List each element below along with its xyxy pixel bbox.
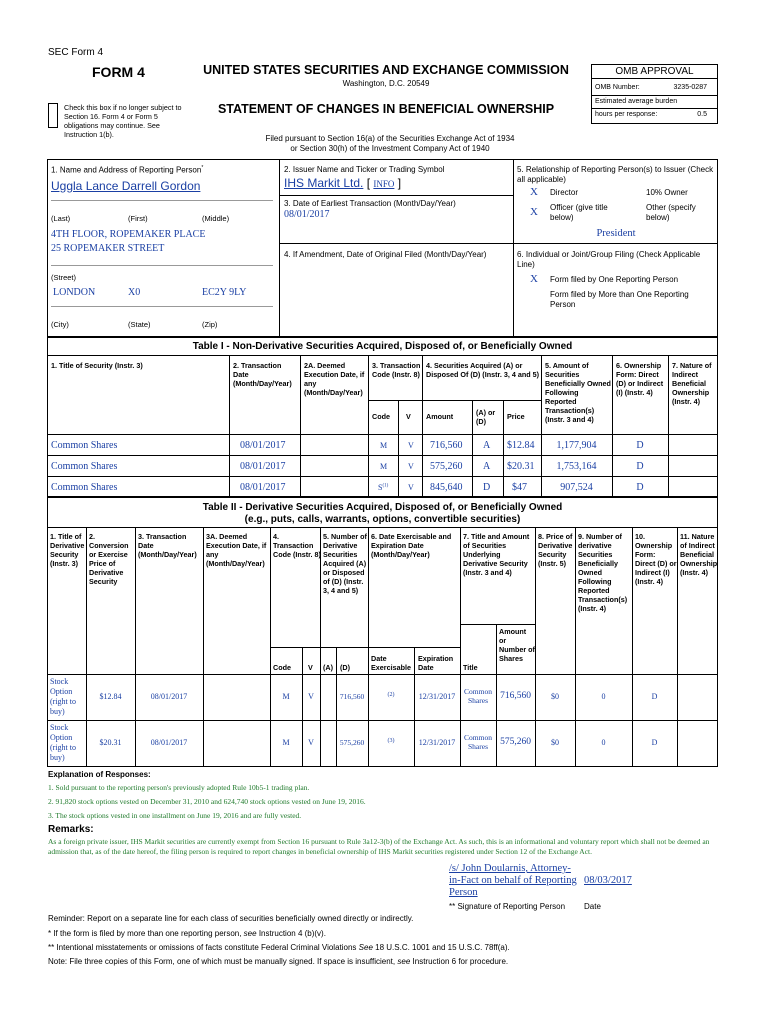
t2-expiration: 12/31/2017	[418, 692, 456, 701]
one-person-label: Form filed by One Reporting Person	[550, 275, 679, 284]
t2-sub-v: V	[308, 663, 313, 672]
t1-owned: 907,524	[560, 482, 593, 493]
t2-form: D	[651, 692, 658, 701]
footer-star2: ** Intentional misstatements or omissions of facts constitute Federal Criminal Violations See 18 U.S.C. 1001 and 15 U.S.C. 78ff(a).	[48, 943, 510, 952]
t1-amount: 575,260	[430, 461, 463, 472]
officer-title: President	[596, 228, 636, 239]
t1-sub-code: Code	[372, 412, 390, 421]
t2-exercisable: (3)	[387, 738, 395, 744]
t2-h-form: 10. Ownership Form: Direct (D) or Indirect (I) (Instr. 4)	[635, 532, 677, 586]
table1-title: Table I - Non-Derivative Securities Acquired, Disposed of, or Beneficially Owned	[192, 341, 573, 352]
t1-ad: D	[483, 482, 491, 493]
omb-hours-value: 0.5	[697, 111, 707, 118]
t2-sub-expiration: Expiration Date	[418, 654, 454, 672]
t1-form: D	[636, 440, 644, 451]
t2-sub-d: (D)	[340, 663, 350, 672]
signature-line-1: /s/ John Doularnis, Attorney-	[449, 863, 571, 874]
no-longer-subject-checkbox[interactable]	[48, 103, 58, 128]
t1-h-nature: 7. Nature of Indirect Beneficial Ownership (Instr. 4)	[672, 361, 712, 406]
t1-v: V	[408, 441, 414, 450]
t2-conversion-price: $12.84	[99, 692, 122, 701]
last-label: (Last)	[51, 214, 71, 223]
t2-exercisable: (2)	[387, 692, 395, 698]
t1-form: D	[636, 482, 644, 493]
remarks-text: As a foreign private issuer, IHS Markit securities are currently exempt from Section 16 pursuant to Rule 3a12-3(b) of the Exchange Act. As such, this is an informational and voluntary report which shall not be deemed an admission that, as of the date hereof, the filing person is required to report changes in beneficial ownership of IHS Markit securities registered under Section 12 of the Exchange Act.	[48, 837, 710, 856]
officer-checkbox[interactable]: X	[530, 206, 538, 218]
t1-h-title: 1. Title of Security (Instr. 3)	[51, 361, 143, 370]
t1-h-deemed: 2A. Deemed Execution Date, if any (Month/Day/Year)	[304, 361, 365, 397]
t2-code: M	[282, 738, 290, 747]
state-value: X0	[128, 287, 141, 298]
signature-label: ** Signature of Reporting Person	[449, 902, 566, 911]
omb-burden-label: Estimated average burden	[595, 98, 678, 105]
reporting-person-name[interactable]: Uggla Lance Darrell Gordon	[51, 179, 201, 193]
t2-h-code: 4. Transaction Code (Instr. 8)	[273, 532, 321, 559]
t2-h-number: 5. Number of Derivative Securities Acquired (A) or Disposed of (D) (Instr. 3, 4 and 5)	[323, 532, 367, 595]
address-line2: 25 ROPEMAKER STREET	[51, 243, 165, 254]
omb-title: OMB APPROVAL	[592, 65, 717, 79]
relationship-label: 5. Relationship of Reporting Person(s) to Issuer (Check all applicable)	[517, 165, 714, 184]
t1-security-title: Common Shares	[51, 461, 118, 472]
t2-code: M	[282, 692, 290, 701]
amendment-label: 4. If Amendment, Date of Original Filed (Month/Day/Year)	[284, 250, 487, 259]
t2-h-owned: 9. Number of derivative Securities Beneficially Owned Following Reported Transaction(s) (Instr. 4)	[578, 532, 628, 613]
explanation-note-2: 2. 91,820 stock options vested on December 31, 2010 and 624,740 stock options vested on June 19, 2016.	[48, 797, 366, 806]
issuer-name-link[interactable]: IHS Markit Ltd.	[284, 176, 364, 190]
t1-transaction-date: 08/01/2017	[240, 461, 286, 472]
form-title: FORM 4	[92, 64, 145, 80]
t1-transaction-date: 08/01/2017	[240, 440, 286, 451]
t1-amount: 845,640	[430, 482, 463, 493]
t1-v: V	[408, 483, 414, 492]
t1-price: $12.84	[507, 440, 535, 451]
zip-value: EC2Y 9LY	[202, 287, 247, 298]
signature-date: 08/03/2017	[584, 875, 632, 886]
issuer-line: IHS Markit Ltd. [ INFO ]	[284, 176, 402, 190]
t1-code: $S^{(1)}$	[378, 483, 389, 492]
t2-h-date: 3. Transaction Date (Month/Day/Year)	[138, 532, 197, 559]
t2-v: V	[308, 692, 314, 701]
t2-h-deemed: 3A. Deemed Execution Date, if any (Month/Day/Year)	[206, 532, 267, 568]
t2-expiration: 12/31/2017	[418, 738, 456, 747]
omb-number-label: OMB Number:	[595, 84, 640, 91]
signature-line-2: in-Fact on behalf of Reporting	[449, 875, 577, 886]
t2-conversion-price: $20.31	[99, 738, 122, 747]
t1-ad: A	[483, 440, 491, 451]
t2-h-underlying: 7. Title and Amount of Securities Underlying Derivative Security (Instr. 3 and 4)	[463, 532, 530, 577]
t1-h-form: 6. Ownership Form: Direct (D) or Indirect (I) (Instr. 4)	[616, 361, 664, 397]
city-value: LONDON	[53, 287, 96, 298]
t1-h-date: 2. Transaction Date (Month/Day/Year)	[233, 361, 292, 388]
filed-pursuant-line2: or Section 30(h) of the Investment Company Act of 1940	[290, 144, 490, 153]
director-label: Director	[550, 188, 579, 197]
t1-price: $47	[512, 482, 527, 493]
t2-security-title: Stock Option (right to buy)	[50, 723, 76, 762]
one-person-checkbox[interactable]: X	[530, 273, 538, 285]
filed-pursuant-line1: Filed pursuant to Section 16(a) of the Securities Exchange Act of 1934	[265, 134, 515, 143]
t2-security-title: Stock Option (right to buy)	[50, 677, 76, 716]
earliest-transaction-label: 3. Date of Earliest Transaction (Month/Day/Year)	[284, 199, 456, 208]
t2-derivative-price: $0	[551, 738, 559, 747]
officer-label: Officer (give title below)	[550, 203, 608, 222]
t1-sub-amount: Amount	[426, 412, 454, 421]
t2-sub-title: Title	[463, 663, 478, 672]
table2-title1: Table II - Derivative Securities Acquired, Disposed of, or Beneficially Owned	[202, 502, 563, 513]
commission-title: UNITED STATES SECURITIES AND EXCHANGE COMMISSION	[203, 63, 569, 77]
zip-label: (Zip)	[202, 320, 218, 329]
ten-percent-owner-label: 10% Owner	[646, 188, 688, 197]
t1-ad: A	[483, 461, 491, 472]
t2-v: V	[308, 738, 314, 747]
t2-form: D	[651, 738, 658, 747]
other-label: Other (specify below)	[646, 203, 696, 222]
t1-h-owned: 5. Amount of Securities Beneficially Owned Following Reported Transaction(s) (Instr. 3 and 4)	[545, 361, 611, 424]
first-label: (First)	[128, 214, 148, 223]
explanation-title: Explanation of Responses:	[48, 770, 151, 779]
t2-underlying-title: Common Shares	[464, 687, 492, 705]
t2-sub-exercisable: Date Exercisable	[371, 654, 411, 672]
t1-form: D	[636, 461, 644, 472]
filing-type-label: 6. Individual or Joint/Group Filing (Check Applicable Line)	[517, 250, 701, 269]
t1-security-title: Common Shares	[51, 482, 118, 493]
t2-transaction-date: 08/01/2017	[150, 692, 188, 701]
sec-form-label: SEC Form 4	[48, 47, 104, 58]
t1-code: M	[380, 441, 388, 450]
more-persons-label: Form filed by More than One Reporting Person	[550, 290, 689, 309]
t1-sub-ad: (A) or (D)	[476, 408, 496, 426]
t1-price: $20.31	[507, 461, 535, 472]
t2-h-exercisable: 6. Date Exercisable and Expiration Date (Month/Day/Year)	[371, 532, 452, 559]
checkbox-instructions: Check this box if no longer subject to Section 16. Form 4 or Form 5 obligations may continue. See Instruction 1(b).	[64, 103, 182, 139]
middle-label: (Middle)	[202, 214, 230, 223]
omb-approval-box	[591, 64, 718, 124]
t2-derivative-price: $0	[551, 692, 559, 701]
footer-star1: * If the form is filed by more than one reporting person, see Instruction 4 (b)(v).	[48, 929, 326, 938]
t1-owned: 1,753,164	[556, 461, 597, 472]
t2-disposed: 575,260	[339, 738, 365, 747]
t1-sub-price: Price	[507, 412, 525, 421]
t1-amount: 716,560	[430, 440, 463, 451]
t1-sub-v: V	[406, 412, 411, 421]
t2-h-nature: 11. Nature of Indirect Beneficial Ownership (Instr. 4)	[680, 532, 718, 577]
footer-reminder: Reminder: Report on a separate line for each class of securities beneficially owned directly or indirectly.	[48, 914, 414, 923]
t2-sub-code: Code	[273, 663, 291, 672]
t1-h-acquired: 4. Securities Acquired (A) or Disposed Of (D) (Instr. 3, 4 and 5)	[426, 361, 540, 379]
street-label: (Street)	[51, 273, 77, 282]
t2-owned: 0	[601, 738, 606, 747]
city-label: (City)	[51, 320, 69, 329]
t1-v: V	[408, 462, 414, 471]
t2-underlying-amount: 575,260	[500, 737, 531, 747]
t2-transaction-date: 08/01/2017	[150, 738, 188, 747]
explanation-note-1: 1. Sold pursuant to the reporting person's previously adopted Rule 10b5-1 trading plan.	[48, 783, 310, 792]
t2-h-price: 8. Price of Derivative Security (Instr. 5)	[538, 532, 573, 568]
t2-sub-a: (A)	[323, 663, 333, 672]
t2-h-title: 1. Title of Derivative Security (Instr. 3)	[50, 532, 85, 568]
t1-transaction-date: 08/01/2017	[240, 482, 286, 493]
explanation-note-3: 3. The stock options vested in one installment on June 19, 2016 and are fully vested.	[48, 811, 302, 820]
table2-title2: (e.g., puts, calls, warrants, options, convertible securities)	[244, 514, 521, 525]
address-line1: 4TH FLOOR, ROPEMAKER PLACE	[51, 229, 206, 240]
omb-number-value: 3235-0287	[673, 84, 707, 91]
t1-owned: 1,177,904	[556, 440, 597, 451]
t2-owned: 0	[601, 692, 606, 701]
t2-h-conversion: 2. Conversion or Exercise Price of Derivative Security	[89, 532, 129, 586]
t2-underlying-amount: 716,560	[500, 691, 531, 701]
state-label: (State)	[128, 320, 151, 329]
t1-security-title: Common Shares	[51, 440, 118, 451]
t2-underlying-title: Common Shares	[464, 733, 492, 751]
ticker-link[interactable]: INFO	[373, 179, 395, 189]
commission-location: Washington, D.C. 20549	[342, 79, 430, 88]
signature-date-label: Date	[584, 902, 601, 911]
t2-disposed: 716,560	[339, 692, 365, 701]
earliest-transaction-date: 08/01/2017	[284, 209, 330, 220]
reporting-person-label: 1. Name and Address of Reporting Person*	[51, 165, 204, 175]
signature-line-3: Person	[449, 887, 478, 898]
director-checkbox[interactable]: X	[530, 186, 538, 198]
t2-sub-amount: Amount or Number of Shares	[499, 627, 535, 663]
statement-title: STATEMENT OF CHANGES IN BENEFICIAL OWNERSHIP	[217, 102, 555, 116]
footer-note: Note: File three copies of this Form, one of which must be manually signed. If space is insufficient, see Instruction 6 for procedure.	[48, 957, 509, 966]
t1-code: M	[380, 462, 388, 471]
t1-h-code: 3. Transaction Code (Instr. 8)	[372, 361, 421, 379]
issuer-label: 2. Issuer Name and Ticker or Trading Symbol	[284, 165, 445, 174]
remarks-title: Remarks:	[48, 824, 94, 835]
omb-hours-label: hours per response:	[595, 111, 658, 118]
